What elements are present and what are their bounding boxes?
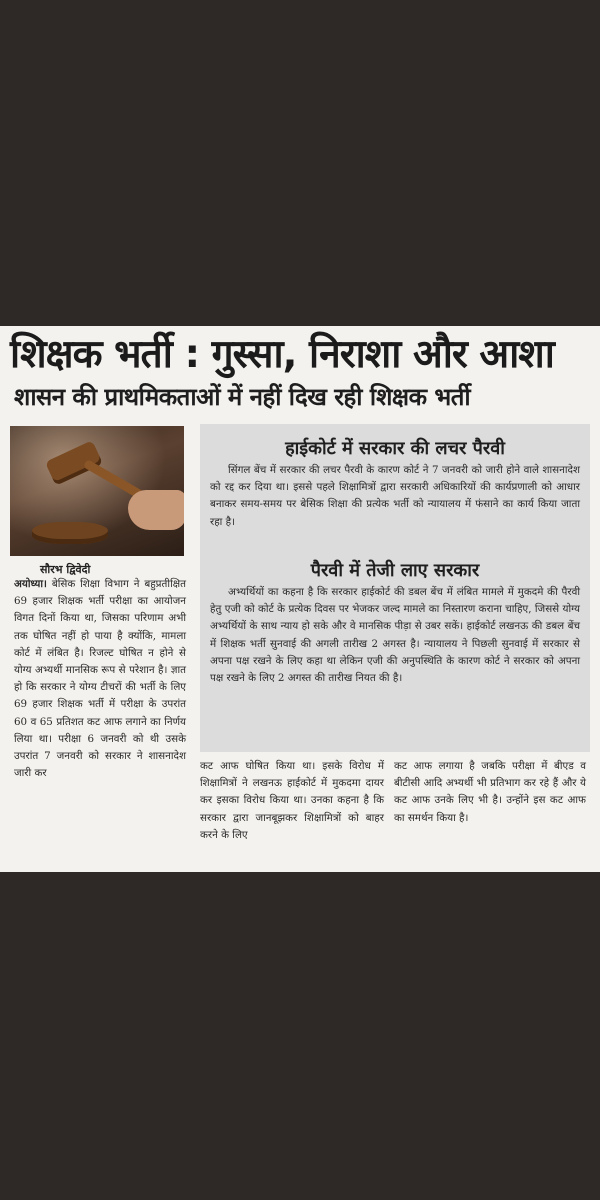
article-column-3: कट आफ लगाया है जबकि परीक्षा में बीएड व बीटीसी आदि अभ्यर्थी भी प्रतिभाग कर रहे हैं और ये कट आफ उनके लिए भी है। उन्होंने इस कट आफ का समर्थन किया है। bbox=[394, 760, 586, 824]
subheadline: शासन की प्राथमिकताओं में नहीं दिख रही शिक्षक भर्ती bbox=[14, 383, 471, 411]
gavel-photo bbox=[10, 426, 184, 556]
article-column-2: कट आफ घोषित किया था। इसके विरोध में शिक्षामित्रों ने लखनऊ हाईकोर्ट में मुकदमा दायर कर इसका विरोध किया था। उनका कहना है कि सरकार द्वारा जानबूझकर शिक्षामित्रों को बाहर करने के लिए bbox=[200, 760, 384, 841]
box-paragraph-1 bbox=[210, 462, 580, 531]
sound-block bbox=[32, 522, 108, 544]
newspaper-clipping bbox=[0, 326, 600, 872]
article-column-1 bbox=[14, 576, 186, 782]
highlight-box bbox=[200, 424, 590, 752]
dateline: अयोध्या। bbox=[14, 578, 47, 590]
hand bbox=[128, 490, 184, 530]
box-paragraph-2 bbox=[210, 584, 580, 687]
box-paragraph-1-text: सिंगल बेंच में सरकार की लचर पैरवी के कारण कोर्ट ने 7 जनवरी को जारी होने वाले शासनादेश को रद्द कर दिया था। इससे पहले शिक्षामित्रों द्वारा सरकारी अधिकारियों की कार्यप्रणाली को आधार बनाकर समय-समय पर बेसिक शिक्षा की प्रत्येक भर्ती को न्यायालय में फंसाने का कार्य किया जाता रहा है। bbox=[210, 464, 580, 528]
box-paragraph-2-text: अभ्यर्थियों का कहना है कि सरकार हाईकोर्ट की डबल बेंच में लंबित मामले में मुकदमे की पैरवी हेतु एजी को कोर्ट के प्रत्येक दिवस पर भेजकर जल्द मामले का निस्तारण कराना चाहिए, जिससे योग्य अभ्यर्थियों के साथ न्याय हो सके और वे मानसिक पीड़ा से उबर सकें। हाईकोर्ट लखनऊ की डबल बेंच में शिक्षक भर्ती सुनवाई की अगली तारीख 2 अगस्त है। न्यायालय ने पिछली सुनवाई में सरकार से अपना पक्ष रखने के लिए कहा था लेकिन एजी की अनुपस्थिति के कारण कोर्ट ने सरकार को अपना पक्ष रखने के लिए 2 अगस्त की तारीख नियत की है। bbox=[210, 586, 580, 685]
box-heading-1: हाईकोर्ट में सरकार की लचर पैरवी bbox=[285, 438, 505, 459]
column-1-text: बेसिक शिक्षा विभाग ने बहुप्रतीक्षित 69 हजार शिक्षक भर्ती परीक्षा का आयोजन विगत दिनों किया था, जिसका परिणाम अभी तक घोषित नहीं हो पाया है क्योंकि, मामला कोर्ट में लंबित है। रिजल्ट घोषित न होने से योग्य अभ्यर्थी मानसिक रूप से परेशान है। ज्ञात हो कि सरकार ने योग्य टीचरों की भर्ती के लिए 69 हजार शिक्षक भर्ती में परीक्षा के उपरांत 60 व 65 प्रतिशत कट आफ लगाने का निर्णय लिया था। परीक्षा 6 जनवरी को थी उसके उपरांत 7 जनवरी को सरकार ने शासनादेश जारी कर bbox=[14, 578, 186, 780]
author-name: सौरभ द्विवेदी bbox=[40, 563, 91, 576]
headline: शिक्षक भर्ती : गुस्सा, निराशा और आशा bbox=[10, 332, 554, 377]
box-heading-2: पैरवी में तेजी लाए सरकार bbox=[310, 560, 480, 581]
